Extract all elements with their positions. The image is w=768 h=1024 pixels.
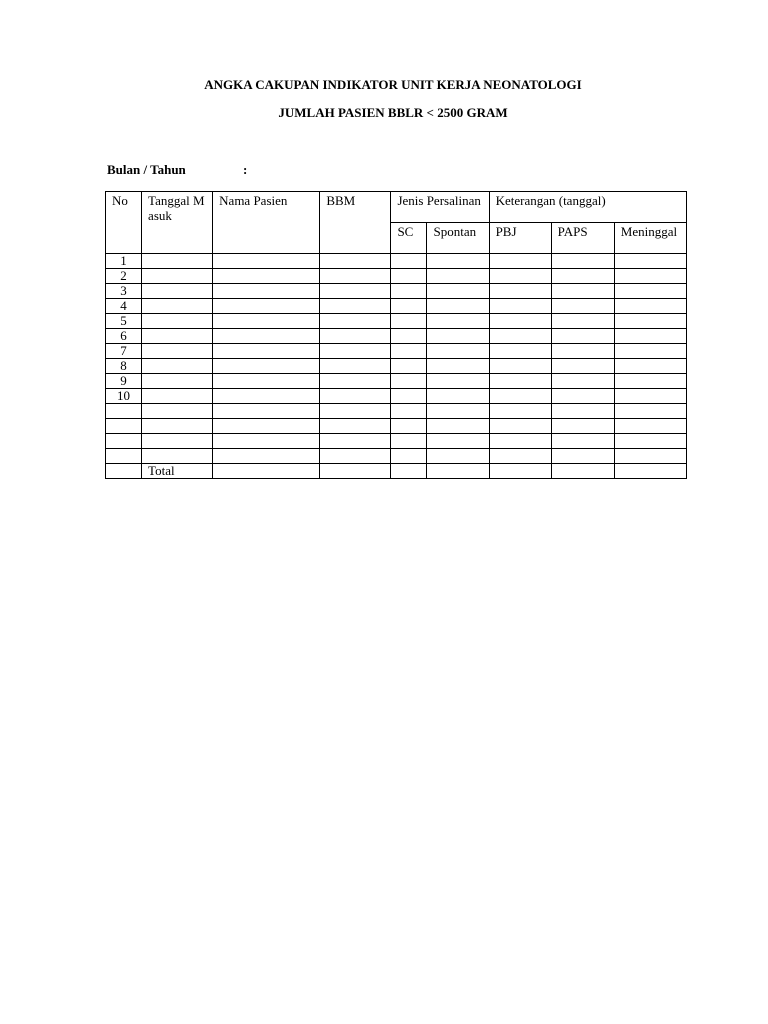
table-cell: [489, 434, 551, 449]
table-cell: [427, 374, 489, 389]
table-cell: [142, 269, 213, 284]
table-cell: [320, 389, 391, 404]
document-title: ANGKA CAKUPAN INDIKATOR UNIT KERJA NEONATOLOGI: [204, 77, 582, 92]
table-cell: [391, 464, 427, 479]
table-cell: [427, 314, 489, 329]
table-cell: [320, 404, 391, 419]
table-cell: [391, 314, 427, 329]
table-cell: [614, 344, 686, 359]
row-number: [106, 434, 142, 449]
row-number: 3: [106, 284, 142, 299]
header-bbm: BBM: [320, 192, 391, 254]
table-cell: [551, 269, 614, 284]
table-cell: [391, 344, 427, 359]
table-cell: [320, 464, 391, 479]
table-cell: [320, 299, 391, 314]
table-cell: [489, 359, 551, 374]
bblr-table: [105, 191, 687, 479]
header-row-1: [106, 192, 687, 223]
table-cell: [213, 389, 320, 404]
row-number: [106, 419, 142, 434]
table-cell: [489, 284, 551, 299]
table-row: [106, 344, 687, 359]
table-cell: [213, 344, 320, 359]
table-cell: [213, 419, 320, 434]
table-cell: [106, 464, 142, 479]
table-cell: [142, 389, 213, 404]
header-tanggal-masuk: Tanggal Masuk: [142, 192, 213, 254]
table-cell: [551, 464, 614, 479]
header-jenis-persalinan: Jenis Persalinan: [391, 192, 489, 223]
table-cell: [489, 254, 551, 269]
table-cell: [213, 464, 320, 479]
table-cell: [551, 344, 614, 359]
table-row: [106, 404, 687, 419]
table-cell: [551, 419, 614, 434]
table-cell: [614, 299, 686, 314]
table-cell: [142, 404, 213, 419]
table-row: [106, 299, 687, 314]
table-cell: [320, 374, 391, 389]
table-cell: [489, 449, 551, 464]
table-cell: [551, 434, 614, 449]
table-cell: [427, 464, 489, 479]
row-number: 8: [106, 359, 142, 374]
table-cell: [391, 284, 427, 299]
table-cell: [142, 359, 213, 374]
table-cell: [320, 344, 391, 359]
table-cell: [614, 374, 686, 389]
table-row: [106, 434, 687, 449]
table-cell: [614, 329, 686, 344]
header-pbj: PBJ: [489, 223, 551, 254]
table-cell: [213, 254, 320, 269]
row-number: 10: [106, 389, 142, 404]
table-row: [106, 389, 687, 404]
table-cell: [614, 254, 686, 269]
table-cell: [142, 419, 213, 434]
table-cell: [142, 344, 213, 359]
table-cell: [427, 419, 489, 434]
header-sc: SC: [391, 223, 427, 254]
table-cell: [391, 434, 427, 449]
table-cell: [551, 374, 614, 389]
table-cell: [142, 299, 213, 314]
table-cell: [213, 404, 320, 419]
table-cell: [489, 269, 551, 284]
table-cell: [551, 314, 614, 329]
table-cell: [427, 389, 489, 404]
row-number: 4: [106, 299, 142, 314]
table-cell: [213, 329, 320, 344]
table-cell: [213, 359, 320, 374]
table-cell: [489, 404, 551, 419]
table-cell: [391, 419, 427, 434]
table-cell: [213, 299, 320, 314]
table-row: [106, 284, 687, 299]
total-label: Total: [142, 464, 213, 479]
table-cell: [614, 464, 686, 479]
table-cell: [551, 329, 614, 344]
table-cell: [320, 314, 391, 329]
row-number: 2: [106, 269, 142, 284]
period-label: Bulan / Tahun: [107, 162, 186, 177]
table-cell: [489, 329, 551, 344]
table-row: [106, 419, 687, 434]
table-cell: [213, 374, 320, 389]
table-row: [106, 359, 687, 374]
table-cell: [614, 419, 686, 434]
table-cell: [320, 284, 391, 299]
table-cell: [551, 404, 614, 419]
table-row: [106, 329, 687, 344]
header-paps: PAPS: [551, 223, 614, 254]
table-cell: [614, 284, 686, 299]
table-cell: [427, 299, 489, 314]
row-number: 1: [106, 254, 142, 269]
table-row: [106, 449, 687, 464]
table-cell: [614, 389, 686, 404]
table-cell: [391, 404, 427, 419]
table-cell: [320, 254, 391, 269]
table-cell: [142, 434, 213, 449]
table-cell: [427, 434, 489, 449]
table-cell: [142, 374, 213, 389]
table-cell: [614, 314, 686, 329]
table-cell: [391, 374, 427, 389]
row-number: [106, 449, 142, 464]
table-cell: [320, 449, 391, 464]
table-cell: [320, 269, 391, 284]
table-cell: [213, 434, 320, 449]
table-row: [106, 269, 687, 284]
table-cell: [427, 344, 489, 359]
row-number: 9: [106, 374, 142, 389]
table-cell: [391, 329, 427, 344]
table-cell: [489, 389, 551, 404]
table-cell: [551, 254, 614, 269]
table-cell: [614, 434, 686, 449]
table-cell: [213, 284, 320, 299]
table-cell: [489, 314, 551, 329]
header-keterangan: Keterangan (tanggal): [489, 192, 686, 223]
table-cell: [551, 299, 614, 314]
table-cell: [614, 449, 686, 464]
table-cell: [489, 374, 551, 389]
total-row: [106, 464, 687, 479]
table-cell: [427, 359, 489, 374]
table-cell: [551, 389, 614, 404]
row-number: [106, 404, 142, 419]
table-cell: [427, 269, 489, 284]
table-cell: [391, 299, 427, 314]
table-cell: [551, 284, 614, 299]
table-cell: [320, 329, 391, 344]
table-cell: [489, 344, 551, 359]
table-cell: [489, 464, 551, 479]
period-separator: :: [243, 162, 248, 177]
table-cell: [320, 434, 391, 449]
table-cell: [551, 449, 614, 464]
table-row: [106, 254, 687, 269]
row-number: 6: [106, 329, 142, 344]
table-cell: [213, 269, 320, 284]
header-no: No: [106, 192, 142, 254]
table-cell: [614, 269, 686, 284]
table-cell: [614, 359, 686, 374]
table-row: [106, 374, 687, 389]
table-cell: [142, 314, 213, 329]
table-cell: [427, 254, 489, 269]
table-cell: [213, 449, 320, 464]
header-nama-pasien: Nama Pasien: [213, 192, 320, 254]
table-cell: [391, 359, 427, 374]
table-cell: [213, 314, 320, 329]
table-cell: [142, 284, 213, 299]
table-row: [106, 314, 687, 329]
table-cell: [391, 389, 427, 404]
table-cell: [142, 329, 213, 344]
table-cell: [489, 299, 551, 314]
row-number: 7: [106, 344, 142, 359]
table-cell: [320, 419, 391, 434]
table-cell: [142, 449, 213, 464]
table-cell: [614, 404, 686, 419]
period-line: [107, 162, 248, 178]
header-spontan: Spontan: [427, 223, 489, 254]
table-cell: [142, 254, 213, 269]
table-cell: [551, 359, 614, 374]
table-cell: [391, 449, 427, 464]
table-cell: [489, 419, 551, 434]
table-cell: [427, 284, 489, 299]
header-meninggal: Meninggal: [614, 223, 686, 254]
table-cell: [427, 329, 489, 344]
table-cell: [427, 404, 489, 419]
document-subtitle: JUMLAH PASIEN BBLR < 2500 GRAM: [278, 105, 508, 120]
table-cell: [427, 449, 489, 464]
row-number: 5: [106, 314, 142, 329]
table-cell: [320, 359, 391, 374]
table-cell: [391, 269, 427, 284]
table-cell: [391, 254, 427, 269]
